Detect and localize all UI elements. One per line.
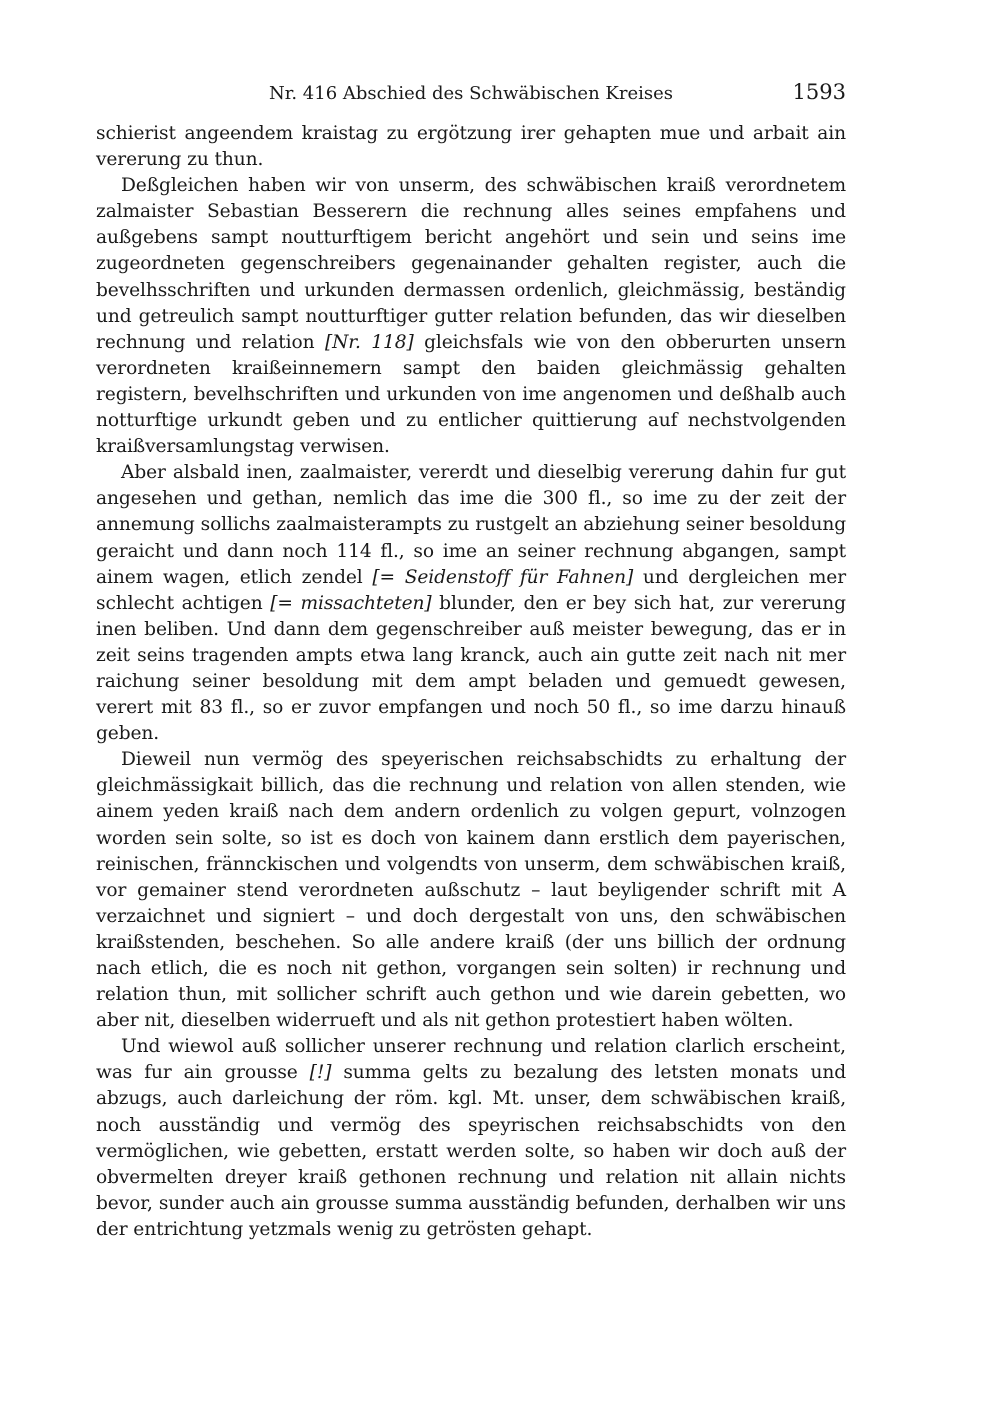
text-run: gleichsfals wie von den obberurten unsern verordneten kraißeinnemern sampt den baiden gleichmässig gehalten registern, bevelhschriften und urkunden von ime angenomen und deßhalb auch notturftige urkundt geben und zu entlicher quittierung auf nechstvolgenden kraißversamlungstag verwisen. [96,331,846,458]
text-run: und dergleichen mer schlecht achtigen [96,566,846,614]
editorial-note: [= missachteten] [270,592,432,614]
editorial-note: [Nr. 118] [324,331,414,353]
text-run: schierist angeendem kraistag zu ergötzung irer gehapten mue und arbait ain vererung zu thun. [96,123,846,171]
paragraph [96,747,846,1034]
paragraph [96,1034,846,1243]
editorial-note: [!] [309,1062,332,1084]
text-run: Und wiewol auß sollicher unserer rechnung und relation clarlich erscheint, was fur ain grousse [96,1036,846,1084]
text-run: summa gelts zu bezalung des letsten monats und abzugs, auch darleichung der röm. kgl. Mt. unser, dem schwäbischen kraiß, noch ausständig und vermög des speyrischen reichsabschidts von den vermöglichen, wie gebetten, erstatt werden solte, so haben wir doch auß der obvermelten dreyer kraiß gethonen rechnung und relation nit allain nichts bevor, sunder auch ain grousse summa ausständig befunden, derhalben wir uns der entrichtung yetzmals wenig zu getrösten gehapt. [96,1062,846,1240]
body-text [96,121,846,1243]
paragraph [96,121,846,173]
text-run: blunder, den er bey sich hat, zur vererung inen beliben. Und dann dem gegenschreiber auß meister bewegung, das er in zeit seins tragenden ampts etwa lang kranck, auch ain gutte zeit nach nit mer raichung seiner besoldung mit dem ampt beladen und gemuedt gewesen, verert mit 83 fl., so er zuvor empfangen und noch 50 fl., so ime darzu hinauß geben. [96,592,846,745]
running-header [96,80,846,108]
text-run: Dieweil nun vermög des speyerischen reichsabschidts zu erhaltung der gleichmässigkait billich, das die rechnung und relation von allen stenden, wie ainem yeden kraiß nach dem andern ordenlich zu volgen gepurt, volnzogen worden sein solte, so ist es doch von kainem dann erstlich dem payerischen, reinischen, frännckischen und volgendts von unserm, dem schwäbischen kraiß, vor gemainer stend verordneten außschutz – laut beyligender schrift mit A verzaichnet und signiert – und doch dergestalt von uns, den schwäbischen kraißstenden, beschehen. So alle andere kraiß (der uns billich der ordnung nach etlich, die es noch nit gethon, vorgangen sein solten) ir rechnung und relation thun, mit sollicher schrift auch gethon und wie darein gebetten, wo aber nit, dieselben widerrueft und als nit gethon protestiert haben wölten. [96,749,846,1032]
paragraph [96,173,846,460]
text-run: Aber alsbald inen, zaalmaister, vererdt und dieselbig vererung dahin fur gut angesehen und gethan, nemlich das ime die 300 fl., so ime zu der zeit der annemung sollichs zaalmaisterampts zu rustgelt an abziehung seiner besoldung geraicht und dann noch 114 fl., so ime an seiner rechnung abgangen, sampt ainem wagen, etlich zendel [96,462,846,588]
page-number: 1593 [792,80,846,104]
running-title: Nr. 416 Abschied des Schwäbischen Kreises [268,83,673,104]
editorial-note: [= Seidenstoff für Fahnen] [372,566,634,588]
paragraph [96,460,846,747]
text-run: Deßgleichen haben wir von unserm, des schwäbischen kraiß verordnetem zalmaister Sebastian Besserern die rechnung alles seines empfahens und außgebens sampt noutturftigem bericht angehört und sein und seins ime zugeordneten gegenschreibers gegenainander gehalten register, auch die bevelhsschriften und urkunden dermassen ordenlich, gleichmässig, beständig und getreulich sampt noutturftiger gutter relation befunden, das wir dieselben rechnung und relation [96,175,846,353]
